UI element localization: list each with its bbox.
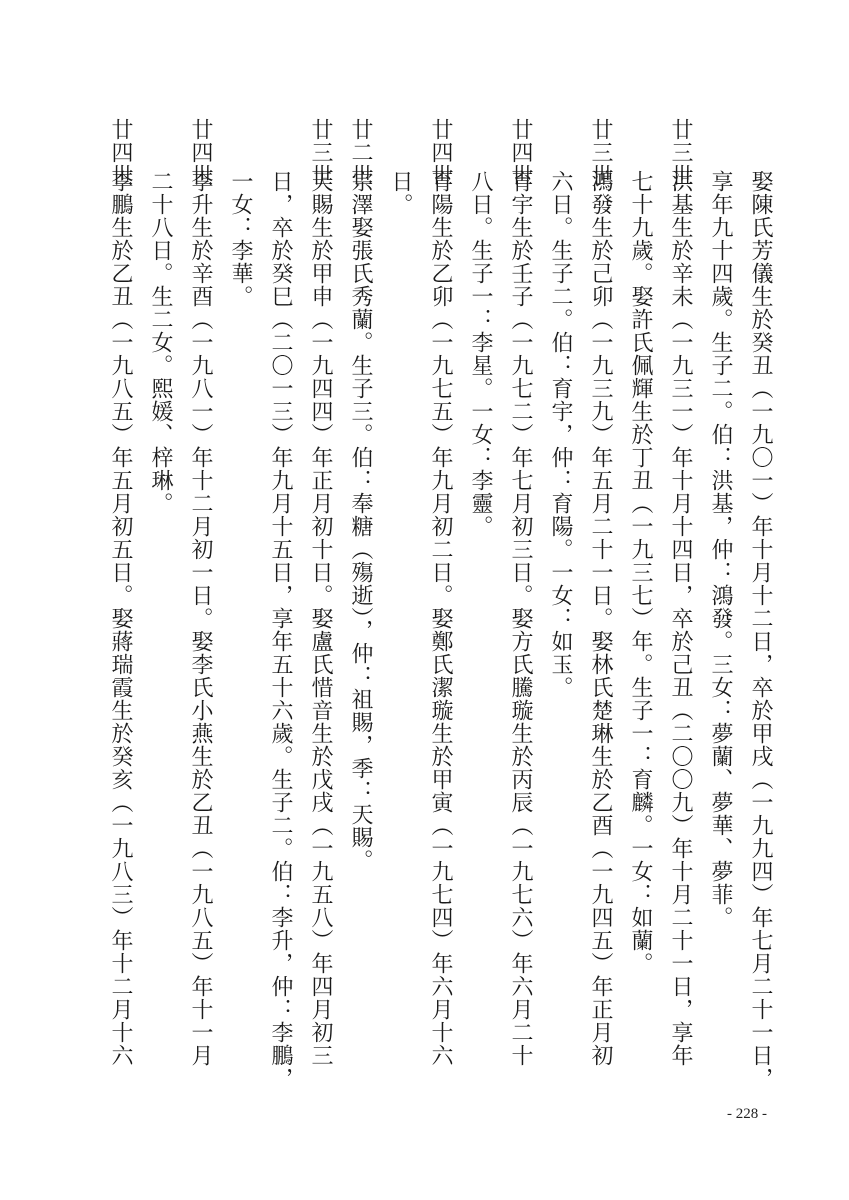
generation-label: 廿四世 bbox=[508, 118, 533, 187]
column-text: 六日。生子二。伯：育宇，仲：育陽。一女：如玉。 bbox=[548, 170, 573, 699]
text-column bbox=[300, 118, 340, 1118]
column-text: 享年九十四歲。生子二。伯：洪基，仲：鴻發。三女：夢蘭、夢華、夢菲。 bbox=[708, 170, 733, 929]
column-text: 鴻發生於己卯（一九三九）年五月二十一日。娶林氏楚琳生於乙酉（一九四五）年正月初 bbox=[588, 170, 613, 1067]
column-text: 日，卒於癸巳（二〇一三）年九月十五日，享年五十六歲。生子二。伯：李升，仲：李鵬， bbox=[268, 170, 293, 1090]
text-column bbox=[180, 118, 220, 1118]
generation-label: 廿三世 bbox=[668, 118, 693, 187]
column-text: 育宇生於壬子（一九七二）年七月初三日。娶方氏騰璇生於丙辰（一九七六）年六月二十 bbox=[508, 170, 533, 1067]
text-column bbox=[620, 118, 660, 1118]
text-column bbox=[700, 118, 740, 1118]
column-text: 八日。生子一：李星。一女：李靈。 bbox=[468, 170, 493, 538]
generation-label: 廿四世 bbox=[428, 118, 453, 187]
text-column bbox=[660, 118, 700, 1118]
text-column bbox=[540, 118, 580, 1118]
page-number: - 228 - bbox=[727, 1106, 767, 1122]
column-text: 日。 bbox=[388, 170, 413, 216]
column-text: 宗澤娶張氏秀蘭。生子三。伯：奉糖（殤逝），仲：祖賜，季：天賜。 bbox=[348, 170, 373, 872]
column-text: 李升生於辛酉（一九八一）年十二月初一日。娶李氏小燕生於乙丑（一九八五）年十一月 bbox=[188, 170, 213, 1067]
text-column bbox=[380, 118, 420, 1118]
column-text: 一女：李華。 bbox=[228, 170, 253, 308]
text-column bbox=[460, 118, 500, 1118]
text-column bbox=[500, 118, 540, 1118]
generation-label: 廿二世 bbox=[348, 118, 373, 187]
text-column bbox=[260, 118, 300, 1118]
column-text: 育陽生於乙卯（一九七五）年九月初二日。娶鄭氏潔璇生於甲寅（一九七四）年六月十六 bbox=[428, 170, 453, 1067]
text-column bbox=[140, 118, 180, 1118]
column-text: 李鵬生於乙丑（一九八五）年五月初五日。娶蔣瑞霞生於癸亥（一九八三）年十二月十六 bbox=[108, 170, 133, 1067]
text-column bbox=[100, 118, 140, 1118]
column-text: 七十九歲。娶許氏佩輝生於丁丑（一九三七）年。生子一：育麟。一女：如蘭。 bbox=[628, 170, 653, 975]
column-text: 洪基生於辛未（一九三一）年十月十四日，卒於己丑（二〇〇九）年十月二十一日，享年 bbox=[668, 170, 693, 1067]
column-text: 天賜生於甲申（一九四四）年正月初十日。娶盧氏惜音生於戊戌（一九五八）年四月初三 bbox=[308, 170, 333, 1067]
generation-label: 廿四世 bbox=[188, 118, 213, 187]
text-column bbox=[220, 118, 260, 1118]
text-column bbox=[580, 118, 620, 1118]
column-text: 二十八日。生二女。熙媛、梓琳。 bbox=[148, 170, 173, 515]
generation-label: 廿四世 bbox=[108, 118, 133, 187]
text-column bbox=[740, 118, 780, 1118]
column-text: 娶陳氏芳儀生於癸丑（一九〇一）年十月十二日，卒於甲戌（一九九四）年七月二十一日， bbox=[748, 170, 773, 1090]
text-column bbox=[420, 118, 460, 1118]
generation-label: 廿三世 bbox=[308, 118, 333, 187]
generation-label: 廿三世 bbox=[588, 118, 613, 187]
text-column bbox=[340, 118, 380, 1118]
